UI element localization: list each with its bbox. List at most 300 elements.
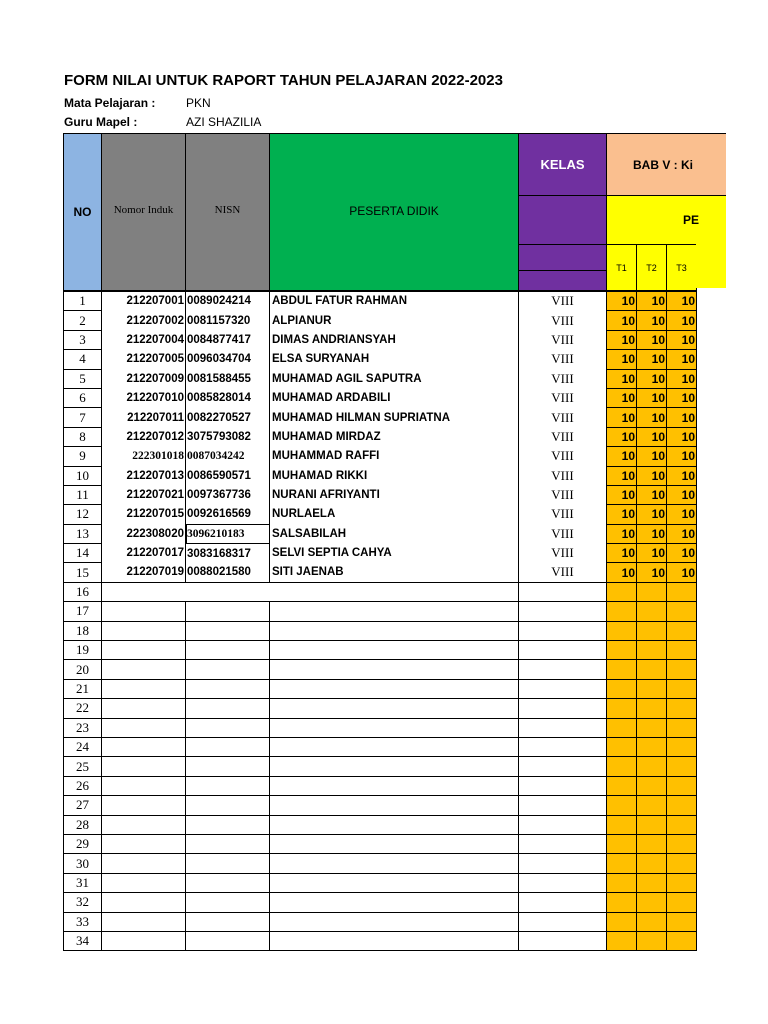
row-number: 4 bbox=[64, 350, 102, 369]
score-t1-cell: 10 bbox=[607, 388, 637, 407]
row-number: 32 bbox=[64, 893, 102, 912]
nisn-cell bbox=[186, 912, 270, 931]
score-t2-cell bbox=[637, 602, 667, 621]
table-row bbox=[64, 350, 697, 369]
score-t3-cell: 10 bbox=[667, 311, 697, 330]
score-t1-cell bbox=[607, 679, 637, 698]
row-number: 26 bbox=[64, 776, 102, 795]
student-name-cell bbox=[270, 737, 519, 756]
row-number: 6 bbox=[64, 388, 102, 407]
nisn-cell bbox=[186, 854, 270, 873]
kelas-cell: VIII bbox=[519, 292, 607, 311]
kelas-cell: VIII bbox=[519, 485, 607, 504]
nomor-induk-cell: 212207011 bbox=[102, 408, 186, 427]
score-t1-cell bbox=[607, 641, 637, 660]
nisn-cell bbox=[186, 796, 270, 815]
score-t2-cell bbox=[637, 854, 667, 873]
row-number: 31 bbox=[64, 873, 102, 892]
table-row bbox=[64, 505, 697, 524]
nomor-induk-cell bbox=[102, 621, 186, 640]
score-t1-cell: 10 bbox=[607, 466, 637, 485]
row-number: 9 bbox=[64, 447, 102, 466]
nisn-cell: 0081588455 bbox=[186, 369, 270, 388]
row-number: 5 bbox=[64, 369, 102, 388]
nomor-induk-cell: 212207010 bbox=[102, 388, 186, 407]
score-t1-cell: 10 bbox=[607, 350, 637, 369]
nisn-cell bbox=[186, 679, 270, 698]
score-t1-cell: 10 bbox=[607, 505, 637, 524]
nomor-induk-cell: 212207015 bbox=[102, 505, 186, 524]
nisn-cell: 3096210183 bbox=[186, 524, 270, 543]
score-t2-cell bbox=[637, 834, 667, 853]
kelas-cell: VIII bbox=[519, 505, 607, 524]
score-t2-cell: 10 bbox=[637, 485, 667, 504]
nomor-induk-cell bbox=[102, 776, 186, 795]
kelas-cell bbox=[519, 834, 607, 853]
score-t1-cell bbox=[607, 815, 637, 834]
nisn-cell bbox=[186, 737, 270, 756]
score-t3-cell bbox=[667, 737, 697, 756]
student-name-cell: NURLAELA bbox=[270, 505, 519, 524]
table-row bbox=[64, 660, 697, 679]
nomor-induk-cell bbox=[102, 931, 186, 950]
nomor-induk-cell: 212207009 bbox=[102, 369, 186, 388]
nomor-induk-cell bbox=[102, 660, 186, 679]
header-peserta-didik: PESERTA DIDIK bbox=[269, 133, 519, 291]
score-t2-cell bbox=[637, 931, 667, 950]
score-t3-cell: 10 bbox=[667, 544, 697, 563]
nomor-induk-cell bbox=[102, 854, 186, 873]
table-row bbox=[64, 447, 697, 466]
nisn-cell bbox=[186, 815, 270, 834]
table-row bbox=[64, 311, 697, 330]
score-t1-cell: 10 bbox=[607, 408, 637, 427]
score-t2-cell bbox=[637, 815, 667, 834]
score-t2-cell: 10 bbox=[637, 350, 667, 369]
kelas-cell bbox=[519, 796, 607, 815]
score-t3-cell bbox=[667, 621, 697, 640]
header-t2: T2 bbox=[636, 244, 667, 291]
kelas-cell: VIII bbox=[519, 563, 607, 582]
nisn-cell: 3075793082 bbox=[186, 427, 270, 446]
header-kelas-sub bbox=[518, 195, 607, 245]
student-name-cell bbox=[270, 854, 519, 873]
row-number: 33 bbox=[64, 912, 102, 931]
kelas-cell: VIII bbox=[519, 330, 607, 349]
score-t3-cell: 10 bbox=[667, 466, 697, 485]
score-t3-cell: 10 bbox=[667, 408, 697, 427]
table-row bbox=[64, 737, 697, 756]
score-t3-cell bbox=[667, 834, 697, 853]
guru-value: AZI SHAZILIA bbox=[186, 115, 262, 129]
score-t2-cell bbox=[637, 912, 667, 931]
score-t2-cell bbox=[637, 873, 667, 892]
table-row bbox=[64, 641, 697, 660]
header-kelas: KELAS bbox=[518, 133, 607, 196]
student-name-cell bbox=[270, 912, 519, 931]
kelas-cell bbox=[519, 873, 607, 892]
nomor-induk-cell bbox=[102, 757, 186, 776]
student-name-cell bbox=[270, 796, 519, 815]
header-nomor-induk: Nomor Induk bbox=[101, 133, 186, 291]
score-t2-cell bbox=[637, 796, 667, 815]
header-kelas-sub bbox=[518, 244, 607, 271]
score-t2-cell: 10 bbox=[637, 388, 667, 407]
student-name-cell: ABDUL FATUR RAHMAN bbox=[270, 292, 519, 311]
score-t1-cell: 10 bbox=[607, 544, 637, 563]
table-row bbox=[64, 369, 697, 388]
student-name-cell: SALSABILAH bbox=[270, 524, 519, 543]
kelas-cell: VIII bbox=[519, 369, 607, 388]
nisn-cell bbox=[186, 776, 270, 795]
table-row bbox=[64, 854, 697, 873]
nomor-induk-cell: 212207021 bbox=[102, 485, 186, 504]
score-t2-cell: 10 bbox=[637, 447, 667, 466]
row-number: 20 bbox=[64, 660, 102, 679]
score-t3-cell: 10 bbox=[667, 485, 697, 504]
score-t1-cell bbox=[607, 873, 637, 892]
row-number: 18 bbox=[64, 621, 102, 640]
row-number: 23 bbox=[64, 718, 102, 737]
header-t3: T3 bbox=[666, 244, 697, 291]
kelas-cell: VIII bbox=[519, 524, 607, 543]
score-t2-cell bbox=[637, 718, 667, 737]
nomor-induk-cell: 212207002 bbox=[102, 311, 186, 330]
row-number: 17 bbox=[64, 602, 102, 621]
score-t2-cell bbox=[637, 582, 667, 601]
nomor-induk-cell: 222308020 bbox=[102, 524, 186, 543]
student-name-cell: MUHAMAD ARDABILI bbox=[270, 388, 519, 407]
table-row bbox=[64, 524, 697, 543]
score-t1-cell bbox=[607, 854, 637, 873]
kelas-cell bbox=[519, 582, 607, 601]
header-pe: PE bbox=[606, 195, 726, 245]
kelas-cell bbox=[519, 660, 607, 679]
score-t3-cell bbox=[667, 641, 697, 660]
kelas-cell: VIII bbox=[519, 466, 607, 485]
student-name-cell: MUHAMAD HILMAN SUPRIATNA bbox=[270, 408, 519, 427]
nomor-induk-cell: 212207004 bbox=[102, 330, 186, 349]
header-nisn: NISN bbox=[185, 133, 270, 291]
table-row bbox=[64, 388, 697, 407]
student-name-cell: ALPIANUR bbox=[270, 311, 519, 330]
score-t3-cell: 10 bbox=[667, 330, 697, 349]
score-t1-cell bbox=[607, 776, 637, 795]
nisn-cell: 0088021580 bbox=[186, 563, 270, 582]
nomor-induk-cell: 212207013 bbox=[102, 466, 186, 485]
nisn-cell bbox=[186, 757, 270, 776]
student-name-cell: DIMAS ANDRIANSYAH bbox=[270, 330, 519, 349]
nomor-induk-cell: 212207017 bbox=[102, 544, 186, 563]
mapel-value: PKN bbox=[186, 96, 211, 110]
kelas-cell: VIII bbox=[519, 427, 607, 446]
score-t3-cell: 10 bbox=[667, 292, 697, 311]
nisn-cell bbox=[186, 660, 270, 679]
table-row bbox=[64, 602, 697, 621]
score-t3-cell: 10 bbox=[667, 427, 697, 446]
score-t3-cell bbox=[667, 582, 697, 601]
row-number: 25 bbox=[64, 757, 102, 776]
score-t3-cell bbox=[667, 776, 697, 795]
table-row bbox=[64, 815, 697, 834]
table-row bbox=[64, 582, 697, 601]
header-kelas-sub bbox=[518, 270, 607, 291]
score-t2-cell: 10 bbox=[637, 369, 667, 388]
score-t1-cell bbox=[607, 602, 637, 621]
score-t2-cell bbox=[637, 679, 667, 698]
nomor-induk-cell bbox=[102, 834, 186, 853]
nomor-induk-cell: 212207012 bbox=[102, 427, 186, 446]
nisn-cell: 3083168317 bbox=[186, 544, 270, 563]
nisn-cell: 0082270527 bbox=[186, 408, 270, 427]
score-t1-cell bbox=[607, 931, 637, 950]
score-t1-cell bbox=[607, 912, 637, 931]
score-t1-cell bbox=[607, 660, 637, 679]
student-name-cell bbox=[270, 893, 519, 912]
row-number: 10 bbox=[64, 466, 102, 485]
kelas-cell: VIII bbox=[519, 311, 607, 330]
table-row bbox=[64, 796, 697, 815]
table-row bbox=[64, 621, 697, 640]
nomor-induk-cell: 212207019 bbox=[102, 563, 186, 582]
score-t2-cell: 10 bbox=[637, 408, 667, 427]
header-pe-ext bbox=[696, 244, 726, 288]
nomor-induk-cell bbox=[102, 737, 186, 756]
row-number: 8 bbox=[64, 427, 102, 446]
score-t1-cell: 10 bbox=[607, 524, 637, 543]
nisn-cell: 0089024214 bbox=[186, 292, 270, 311]
nisn-cell bbox=[186, 893, 270, 912]
score-t2-cell: 10 bbox=[637, 292, 667, 311]
score-t2-cell: 10 bbox=[637, 563, 667, 582]
kelas-cell bbox=[519, 602, 607, 621]
score-t3-cell bbox=[667, 873, 697, 892]
nisn-cell: 0096034704 bbox=[186, 350, 270, 369]
table-row bbox=[64, 834, 697, 853]
row-number: 11 bbox=[64, 485, 102, 504]
kelas-cell bbox=[519, 621, 607, 640]
nisn-cell: 0081157320 bbox=[186, 311, 270, 330]
score-t3-cell: 10 bbox=[667, 563, 697, 582]
score-t3-cell: 10 bbox=[667, 524, 697, 543]
score-t3-cell bbox=[667, 815, 697, 834]
nomor-induk-cell bbox=[102, 718, 186, 737]
kelas-cell bbox=[519, 912, 607, 931]
kelas-cell bbox=[519, 815, 607, 834]
score-t1-cell bbox=[607, 737, 637, 756]
table-row bbox=[64, 485, 697, 504]
nisn-cell bbox=[186, 718, 270, 737]
score-t1-cell: 10 bbox=[607, 427, 637, 446]
score-t3-cell bbox=[667, 757, 697, 776]
score-t2-cell: 10 bbox=[637, 505, 667, 524]
score-t1-cell bbox=[607, 718, 637, 737]
student-name-cell bbox=[270, 699, 519, 718]
score-t3-cell: 10 bbox=[667, 350, 697, 369]
score-t1-cell: 10 bbox=[607, 447, 637, 466]
score-t2-cell bbox=[637, 621, 667, 640]
score-t1-cell bbox=[607, 621, 637, 640]
student-name-cell bbox=[270, 679, 519, 698]
score-t3-cell bbox=[667, 699, 697, 718]
score-t2-cell: 10 bbox=[637, 544, 667, 563]
table-row bbox=[64, 330, 697, 349]
student-name-cell: SELVI SEPTIA CAHYA bbox=[270, 544, 519, 563]
score-t2-cell: 10 bbox=[637, 330, 667, 349]
nomor-induk-cell bbox=[102, 699, 186, 718]
kelas-cell bbox=[519, 893, 607, 912]
kelas-cell bbox=[519, 931, 607, 950]
mapel-label: Mata Pelajaran : bbox=[64, 96, 156, 110]
score-t1-cell: 10 bbox=[607, 311, 637, 330]
row-number: 1 bbox=[64, 292, 102, 311]
table-row bbox=[64, 427, 697, 446]
student-name-cell bbox=[270, 621, 519, 640]
table-row bbox=[64, 544, 697, 563]
score-t1-cell bbox=[607, 893, 637, 912]
score-t3-cell: 10 bbox=[667, 388, 697, 407]
table-row bbox=[64, 699, 697, 718]
table-row bbox=[64, 292, 697, 311]
nisn-cell bbox=[186, 931, 270, 950]
score-t3-cell: 10 bbox=[667, 447, 697, 466]
score-t3-cell bbox=[667, 660, 697, 679]
nomor-induk-cell bbox=[102, 912, 186, 931]
score-t1-cell bbox=[607, 757, 637, 776]
kelas-cell: VIII bbox=[519, 447, 607, 466]
kelas-cell bbox=[519, 854, 607, 873]
student-name-cell bbox=[270, 660, 519, 679]
score-t1-cell bbox=[607, 699, 637, 718]
nisn-cell bbox=[186, 834, 270, 853]
header-no: NO bbox=[63, 133, 102, 291]
student-name-cell bbox=[270, 815, 519, 834]
row-number: 19 bbox=[64, 641, 102, 660]
empty-merged-cell bbox=[102, 582, 519, 601]
student-name-cell bbox=[270, 757, 519, 776]
score-t1-cell: 10 bbox=[607, 292, 637, 311]
table-row bbox=[64, 912, 697, 931]
score-t3-cell bbox=[667, 931, 697, 950]
row-number: 7 bbox=[64, 408, 102, 427]
grade-table bbox=[63, 291, 697, 951]
nisn-cell: 0097367736 bbox=[186, 485, 270, 504]
table-row bbox=[64, 931, 697, 950]
student-name-cell: MUHAMMAD RAFFI bbox=[270, 447, 519, 466]
student-name-cell: MUHAMAD MIRDAZ bbox=[270, 427, 519, 446]
kelas-cell bbox=[519, 718, 607, 737]
form-title: FORM NILAI UNTUK RAPORT TAHUN PELAJARAN 2022-2023 bbox=[64, 72, 503, 89]
student-name-cell: SITI JAENAB bbox=[270, 563, 519, 582]
kelas-cell bbox=[519, 679, 607, 698]
score-t2-cell bbox=[637, 737, 667, 756]
score-t3-cell bbox=[667, 796, 697, 815]
nomor-induk-cell bbox=[102, 602, 186, 621]
row-number: 34 bbox=[64, 931, 102, 950]
kelas-cell: VIII bbox=[519, 408, 607, 427]
kelas-cell bbox=[519, 699, 607, 718]
table-row bbox=[64, 873, 697, 892]
kelas-cell: VIII bbox=[519, 544, 607, 563]
nomor-induk-cell: 212207001 bbox=[102, 292, 186, 311]
score-t2-cell: 10 bbox=[637, 311, 667, 330]
table-row bbox=[64, 718, 697, 737]
nisn-cell: 0084877417 bbox=[186, 330, 270, 349]
nomor-induk-cell bbox=[102, 679, 186, 698]
nomor-induk-cell bbox=[102, 796, 186, 815]
kelas-cell bbox=[519, 641, 607, 660]
nisn-cell: 0085828014 bbox=[186, 388, 270, 407]
nomor-induk-cell bbox=[102, 893, 186, 912]
header-t1: T1 bbox=[606, 244, 637, 291]
score-t3-cell bbox=[667, 679, 697, 698]
score-t2-cell bbox=[637, 757, 667, 776]
nomor-induk-cell: 222301018 bbox=[102, 447, 186, 466]
score-t3-cell bbox=[667, 854, 697, 873]
table-row bbox=[64, 757, 697, 776]
student-name-cell bbox=[270, 641, 519, 660]
score-t3-cell bbox=[667, 912, 697, 931]
score-t3-cell: 10 bbox=[667, 505, 697, 524]
score-t3-cell bbox=[667, 602, 697, 621]
score-t1-cell: 10 bbox=[607, 563, 637, 582]
row-number: 24 bbox=[64, 737, 102, 756]
table-row bbox=[64, 679, 697, 698]
row-number: 28 bbox=[64, 815, 102, 834]
kelas-cell bbox=[519, 776, 607, 795]
nomor-induk-cell bbox=[102, 641, 186, 660]
row-number: 3 bbox=[64, 330, 102, 349]
nisn-cell: 0087034242 bbox=[186, 447, 270, 466]
score-t1-cell: 10 bbox=[607, 485, 637, 504]
row-number: 12 bbox=[64, 505, 102, 524]
student-name-cell: MUHAMAD AGIL SAPUTRA bbox=[270, 369, 519, 388]
score-t3-cell: 10 bbox=[667, 369, 697, 388]
nisn-cell bbox=[186, 602, 270, 621]
score-t1-cell bbox=[607, 796, 637, 815]
table-row bbox=[64, 408, 697, 427]
student-name-cell bbox=[270, 602, 519, 621]
score-t3-cell bbox=[667, 893, 697, 912]
score-t2-cell bbox=[637, 893, 667, 912]
kelas-cell: VIII bbox=[519, 350, 607, 369]
nisn-cell: 0092616569 bbox=[186, 505, 270, 524]
row-number: 21 bbox=[64, 679, 102, 698]
score-t1-cell: 10 bbox=[607, 330, 637, 349]
student-name-cell bbox=[270, 873, 519, 892]
student-name-cell: ELSA SURYANAH bbox=[270, 350, 519, 369]
score-t2-cell bbox=[637, 699, 667, 718]
nisn-cell bbox=[186, 699, 270, 718]
score-t2-cell: 10 bbox=[637, 466, 667, 485]
score-t2-cell: 10 bbox=[637, 427, 667, 446]
student-name-cell: NURANI AFRIYANTI bbox=[270, 485, 519, 504]
nisn-cell bbox=[186, 873, 270, 892]
student-name-cell bbox=[270, 776, 519, 795]
row-number: 27 bbox=[64, 796, 102, 815]
header-bab: BAB V : Ki bbox=[606, 133, 726, 196]
table-row bbox=[64, 563, 697, 582]
nomor-induk-cell: 212207005 bbox=[102, 350, 186, 369]
student-name-cell: MUHAMAD RIKKI bbox=[270, 466, 519, 485]
score-t1-cell bbox=[607, 834, 637, 853]
nisn-cell bbox=[186, 621, 270, 640]
kelas-cell bbox=[519, 757, 607, 776]
student-name-cell bbox=[270, 718, 519, 737]
score-t2-cell bbox=[637, 641, 667, 660]
guru-label: Guru Mapel : bbox=[64, 115, 138, 129]
nisn-cell bbox=[186, 641, 270, 660]
